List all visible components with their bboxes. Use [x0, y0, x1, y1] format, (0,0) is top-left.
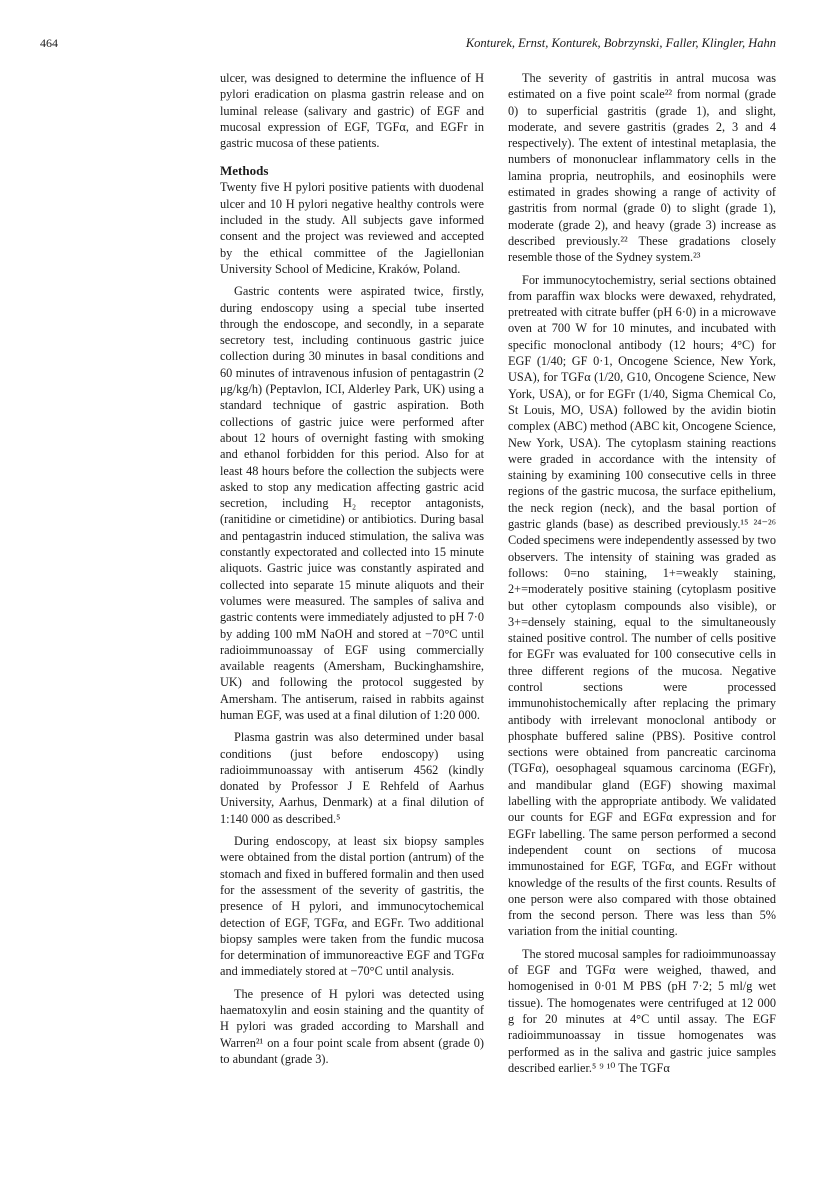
methods-paragraph-radioimmunoassay: The stored mucosal samples for radioimmunoassay of EGF and TGFα were weighed, thawed, and homogenised in 0·01 M PBS (pH 7·2; 5 ml/g wet tissue). The homogenates were centrifuged at 12 000 g for 20 minutes at 4°C until assay. The EGF radioimmunoassay in tissue homogenates was performed as in the saliva and gastric juice samples described earlier.⁵ ⁹ ¹⁰ The TGFα	[508, 946, 776, 1075]
intro-paragraph: ulcer, was designed to determine the influence of H pylori eradication on plasma gastrin release and on luminal release (salivary and gastric) of EGF and mucosal expression of EGF, TGFα, and EGFr in gastric mucosa of these patients.	[220, 71, 484, 151]
right-column	[508, 70, 776, 1076]
methods-paragraph-subjects: Twenty five H pylori positive patients with duodenal ulcer and 10 H pylori negative healthy controls were included in the study. All subjects gave informed consent and the project was reviewed and accepted by the ethical committee of the Jagiellonian University School of Medicine, Kraków, Poland.	[220, 180, 484, 276]
running-head-authors: Konturek, Ernst, Konturek, Bobrzynski, Faller, Klingler, Hahn	[465, 36, 776, 50]
methods-paragraph-gastric-contents: Gastric contents were aspirated twice, firstly, during endoscopy using a special tube inserted through the endoscope, and secondly, in a separate secretory test, including continuous gastric juice collection during 30 minutes in basal conditions and 60 minutes of intravenous infusion of pentagastrin (2 μg/kg/h) (Peptavlon, ICI, Alderley Park, UK) using a standard technique of gastric aspiration. Both collections of gastric juice were performed after about 12 hours of overnight fasting with smoking and ethanol forbidden for this period. Also for at least 48 hours before the collection the subjects were asked to stop any medication affecting gastric acid secretion, including H₂ receptor antagonists, (ranitidine or cimetidine) or antibiotics. During basal and pentagastrin induced stimulation, the saliva was constantly expectorated and collected into 15 minute aliquots. Gastric juice was constantly aspirated and collected into separate 15 minute aliquots and their volumes were measured. The samples of saliva and gastric contents were immediately adjusted to pH 7·0 by adding 100 mM NaOH and stored at −70°C until radioimmunoassay of EGF using commercially available reagents (Amersham, Buckinghamshire, UK) and following the protocol suggested by Amersham. The antiserum, raised in rabbits against human EGF, was used at a final dilution of 1:20 000.	[220, 284, 484, 722]
page-number: 464	[40, 36, 58, 50]
methods-paragraph-endoscopy: During endoscopy, at least six biopsy samples were obtained from the distal portion (antrum) of the stomach and fixed in buffered formalin and then used for the assessment of the severity of gastritis, the presence of H pylori, and immunocytochemical detection of EGF, TGFα, and EGFr. Two additional biopsy samples were taken from the fundic mucosa for determination of immunoreactive EGF and TGFα and immediately stored at −70°C until analysis.	[220, 834, 484, 979]
methods-paragraph-immunocytochemistry: For immunocytochemistry, serial sections obtained from paraffin wax blocks were dewaxed, rehydrated, pretreated with citrate buffer (pH 6·0) in a microwave oven at 700 W for 10 minutes, and incubated with specific monoclonal antibody (12 hours; 4°C) for EGF (1/40; GF 0·1, Oncogene Science, New York, USA), for TGFα (1/20, G10, Oncogene Science, New York, USA), or for EGFr (1/40, Sigma Chemical Co, St Louis, MO, USA) followed by the avidin biotin complex (ABC) method (ABC kit, Oncogene Science, New York, USA). The cytoplasm staining reactions were graded in accordance with the intensity of staining by examining 100 consecutive cells in three regions of the gastric mucosa, the surface epithelium, the neck region (neck), and the basal portion of gastric glands (base) as described previously.¹⁵ ²⁴⁻²⁶ Coded specimens were independently assessed by two observers. The intensity of staining was graded as follows: 0=no staining, 1+=weakly staining, 2+=moderately positive staining (cytoplasm positive but other cytoplasm compounds also visible), or 3+=densely staining, equal to the simultaneously stained positive control. The number of cells positive for EGFr was evaluated for 100 consecutive cells in three different regions of the mucosa. Negative control sections were processed immunohistochemically after replacing the primary antibody with irrelevant monoclonal antibody or phosphate buffered saline (PBS). Positive control sections were obtained from pancreatic carcinoma (TGFα), oesophageal squamous carcinoma (EGFr), and mandibular gland (EGF) showing maximal labelling with the appropriate antibody. We validated our counts for EGF and EGFα expression and for EGFr labelling. The same person performed a second independent count on sections of mucosa immunostained for EGF, TGFα, and EGFr without knowledge of the results of the first counts. Results of one person were also compared with those obtained from the second person. There was less than 5% variation from the initial counting.	[508, 272, 776, 939]
left-column	[220, 70, 484, 1067]
methods-paragraph-plasma-gastrin: Plasma gastrin was also determined under basal conditions (just before endoscopy) using radioimmunoassay with antiserum 4562 (kindly donated by Professor J E Rehfeld of Aarhus University, Aarhus, Denmark) at a final dilution of 1:140 000 as described.⁵	[220, 730, 484, 826]
page-header	[40, 36, 776, 56]
methods-paragraph-gastritis-severity: The severity of gastritis in antral mucosa was estimated on a five point scale²² from normal (grade 0) to superficial gastritis (grade 1), and slight, moderate, and severe gastritis (grades 2, 3 and 4 respectively). The extent of intestinal metaplasia, the numbers of mononuclear inflammatory cells in the lamina propria, neutrophils, and eosinophils were estimated in grades showing a range of activity of gastritis from normal (grade 0) to slight (grade 1), moderate (grade 2), and heavy (grade 3) increase as described previously.²² These gradations closely resemble those of the Sydney system.²³	[508, 71, 776, 265]
methods-paragraph-h-pylori: The presence of H pylori was detected using haematoxylin and eosin staining and the quantity of H pylori was graded according to Marshall and Warren²¹ on a four point scale from absent (grade 0) to abundant (grade 3).	[220, 986, 484, 1066]
methods-heading: Methods	[220, 163, 269, 179]
